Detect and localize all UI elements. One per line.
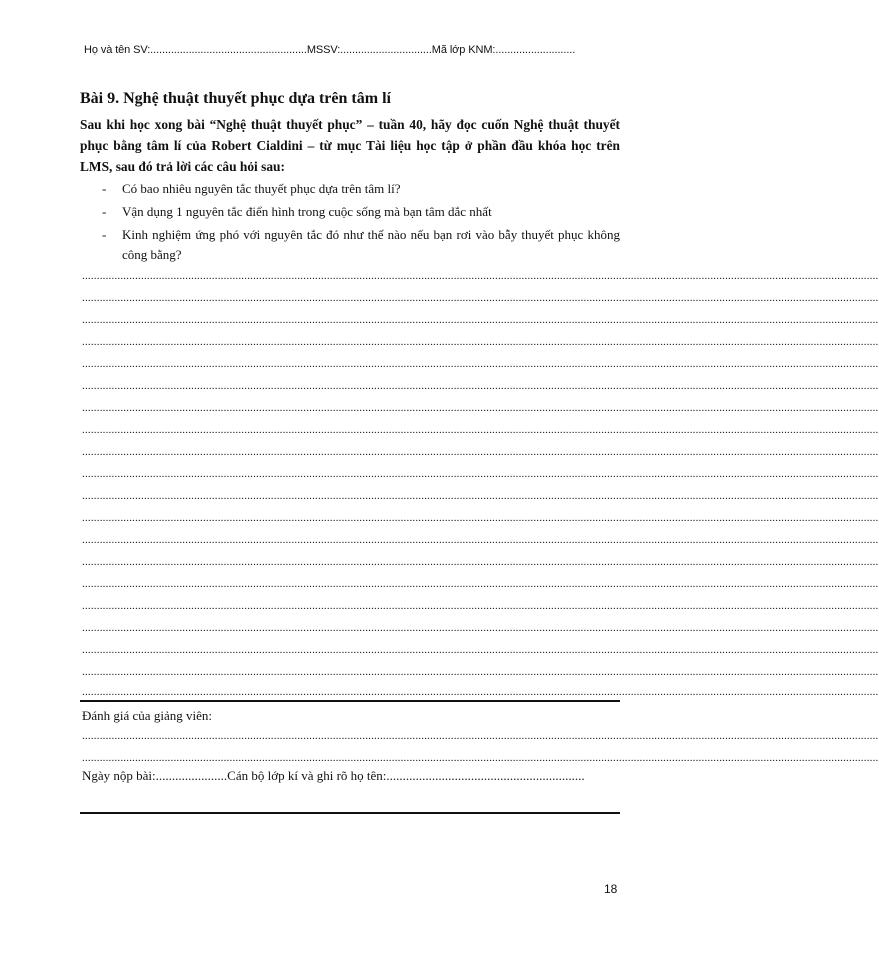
question-item — [80, 202, 620, 222]
evaluation-line[interactable]: .............................................................................................................................................................................................................................................................................. — [82, 752, 879, 764]
answer-line[interactable]: .............................................................................................................................................................................................................................................................................. — [82, 644, 879, 656]
evaluation-label: Đánh giá của giảng viên: — [82, 708, 212, 723]
answer-line[interactable]: .............................................................................................................................................................................................................................................................................. — [82, 402, 879, 414]
answer-line[interactable]: .............................................................................................................................................................................................................................................................................. — [82, 686, 879, 698]
answer-line[interactable]: .............................................................................................................................................................................................................................................................................. — [82, 468, 879, 480]
answer-line[interactable]: .............................................................................................................................................................................................................................................................................. — [82, 314, 879, 326]
bottom-divider — [80, 812, 620, 814]
evaluation-line[interactable]: .............................................................................................................................................................................................................................................................................. — [82, 730, 879, 742]
page-number: 18 — [604, 882, 618, 896]
answer-line[interactable]: .............................................................................................................................................................................................................................................................................. — [82, 446, 879, 458]
submission-line[interactable]: Ngày nộp bài:......................Cán bộ lớp kí và ghi rõ họ tên:............................................................. — [82, 768, 585, 783]
answer-line[interactable]: .............................................................................................................................................................................................................................................................................. — [82, 666, 879, 678]
answer-line[interactable]: .............................................................................................................................................................................................................................................................................. — [82, 424, 879, 436]
answer-line[interactable]: .............................................................................................................................................................................................................................................................................. — [82, 512, 879, 524]
answer-line[interactable]: .............................................................................................................................................................................................................................................................................. — [82, 622, 879, 634]
student-info-header: Họ và tên SV:.....................................................MSSV:...............................Mã lớp KNM:........................... — [84, 44, 576, 56]
answer-line[interactable]: .............................................................................................................................................................................................................................................................................. — [82, 556, 879, 568]
question-item — [80, 225, 620, 265]
question-text: Kinh nghiệm ứng phó với nguyên tắc đó như thế nào nếu bạn rơi vào bẫy thuyết phục không công bằng? — [122, 227, 620, 262]
answer-line[interactable]: .............................................................................................................................................................................................................................................................................. — [82, 336, 879, 348]
answer-line[interactable]: .............................................................................................................................................................................................................................................................................. — [82, 534, 879, 546]
question-item — [80, 179, 620, 199]
answer-line[interactable]: .............................................................................................................................................................................................................................................................................. — [82, 358, 879, 370]
answer-line[interactable]: .............................................................................................................................................................................................................................................................................. — [82, 600, 879, 612]
exercise-instruction: Sau khi học xong bài “Nghệ thuật thuyết phục” – tuần 40, hãy đọc cuốn Nghệ thuật thuyết phục bằng tâm lí của Robert Cialdini – từ mục Tài liệu học tập ở phần đầu khóa học trên LMS, sau đó trả lời các câu hỏi sau: — [80, 117, 620, 174]
question-text: Vận dụng 1 nguyên tắc điển hình trong cuộc sống mà bạn tâm dắc nhất — [122, 204, 492, 219]
answer-line[interactable]: .............................................................................................................................................................................................................................................................................. — [82, 380, 879, 392]
bullet-dash: - — [102, 227, 107, 242]
bullet-dash: - — [102, 204, 107, 219]
answer-line[interactable]: .............................................................................................................................................................................................................................................................................. — [82, 270, 879, 282]
exercise-title: Bài 9. Nghệ thuật thuyết phục dựa trên tâm lí — [80, 90, 391, 107]
answer-line[interactable]: .............................................................................................................................................................................................................................................................................. — [82, 490, 879, 502]
question-text: Có bao nhiêu nguyên tắc thuyết phục dựa trên tâm lí? — [122, 181, 401, 196]
question-list — [80, 179, 620, 268]
answer-line[interactable]: .............................................................................................................................................................................................................................................................................. — [82, 292, 879, 304]
bullet-dash: - — [102, 181, 107, 196]
section-divider — [80, 700, 620, 702]
answer-line[interactable]: .............................................................................................................................................................................................................................................................................. — [82, 578, 879, 590]
